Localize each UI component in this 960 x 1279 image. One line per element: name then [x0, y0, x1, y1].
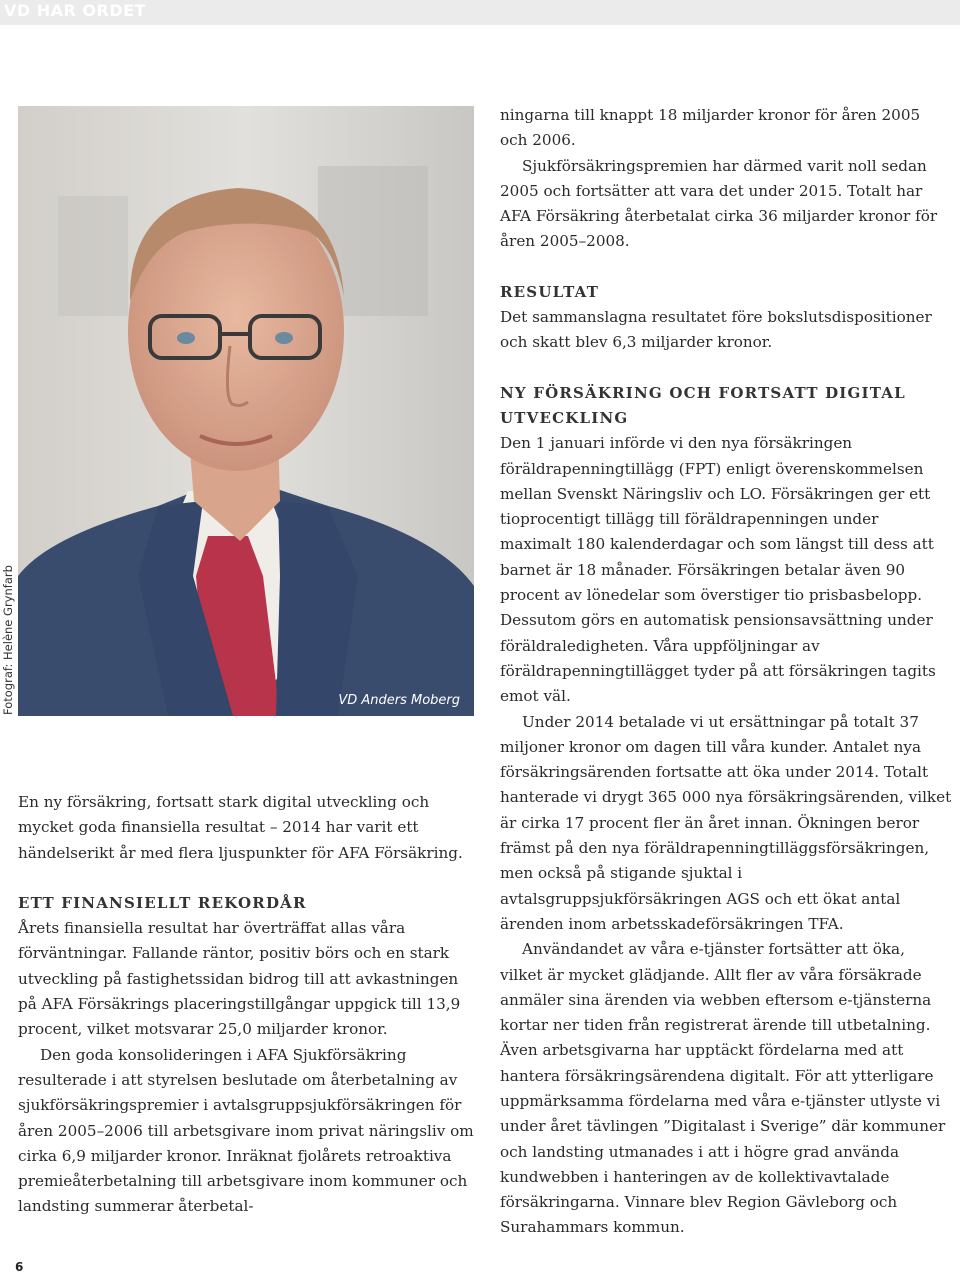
heading-financial-record: ETT FINANSIELLT REKORDÅR [18, 893, 307, 912]
portrait-photo [18, 106, 474, 716]
photo-credit [0, 565, 16, 716]
heading-result: RESULTAT [500, 282, 600, 301]
paragraph-result: Det sammanslagna resultatet före bokslutsdispositioner och skatt blev 6,3 miljarder kronor. [500, 308, 932, 352]
paragraph-new-insurance: Den 1 januari införde vi den nya försäkringen föräldrapenningtillägg (FPT) enligt överenskommelsen mellan Svenskt Näringsliv och LO. Försäkringen ger ett tioprocentigt tillägg till föräldrapenningen under maximalt 180 kalenderdagar och som längst till dess att barnet är 18 månader. Försäkringen betalar även 90 procent av lönedelar som överstiger tio prisbasbelopp. Dessutom görs en automatisk pensionsavsättning under föräldraledigheten. Våra uppföljningar av föräldrapenningtillägget tyder på att försäkringen tagits emot väl. [500, 434, 936, 706]
photo-credit-text: Fotograf: Helène Grynfarb [1, 565, 15, 715]
intro-paragraph: En ny försäkring, fortsatt stark digital utveckling och mycket goda finansiella resultat – 2014 har varit ett händelserikt år med flera ljuspunkter för AFA Försäkring. [18, 793, 463, 862]
paragraph-financial-results: Årets finansiella resultat har överträffat allas våra förväntningar. Fallande räntor, positiv börs och en stark utveckling på fastighetssidan bidrog till att avkastningen på AFA Försäkrings placeringstillgångar uppgick till 13,9 procent, vilket motsvarar 25,0 miljarder kronor. [18, 919, 461, 1039]
paragraph-consolidation: Den goda konsolideringen i AFA Sjukförsäkring resulterade i att styrelsen beslutade om återbetalning av sjukförsäkringspremier i avtalsgruppsjukförsäkringen för åren 2005–2006 till arbetsgivare inom privat näringsliv om cirka 6,9 miljarder kronor. Inräknat fjolårets retroaktiva premieåterbetalning till arbetsgivare inom kommuner och landsting summerar återbetal- [18, 1045, 474, 1216]
paragraph-continuation: ningarna till knappt 18 miljarder kronor för åren 2005 och 2006. [500, 106, 921, 150]
paragraph-e-services: Användandet av våra e-tjänster fortsätter att öka, vilket är mycket glädjande. Allt fler av våra försäkrade anmäler sina ärenden via webben eftersom e-tjänsterna kortar ner tiden från registrerat ärende till utbetalning. Även arbetsgivarna har upptäckt fördelarna med att hantera försäkringsärendena digitalt. För att ytterligare uppmärksamma fördelarna med våra e-tjänster utlyste vi under året tävlingen ”Digitalast i Sverige” där kommuner och landsting utmanades i att i högre grad använda kundwebben i hanteringen av de kollektivavtalade försäkringarna. Vinnare blev Region Gävleborg och Surahammars kommun. [500, 940, 946, 1237]
paragraph-premium: Sjukförsäkringspremien har därmed varit noll sedan 2005 och fortsätter att vara det under 2015. Totalt har AFA Försäkring återbetalat cirka 36 miljarder kronor för åren 2005–2008. [500, 156, 938, 251]
heading-new-insurance: NY FÖRSÄKRING OCH FORTSATT DIGITAL UTVECKLING [500, 383, 906, 427]
paragraph-payments: Under 2014 betalade vi ut ersättningar på totalt 37 miljoner kronor om dagen till våra kunder. Antalet nya försäkringsärenden fortsatte att öka under 2014. Totalt hanterade vi drygt 365 000 nya försäkringsärenden, vilket är cirka 17 procent fler än året innan. Ökningen beror främst på den nya föräldrapenningtilläggsförsäkringen, men också på stigande sjuktal i avtalsgruppsjukförsäkringen AGS och ett ökat antal ärenden inom arbetsskadeförsäkringen TFA. [500, 712, 952, 933]
section-header-bar [0, 0, 960, 25]
section-title: VD HAR ORDET [4, 1, 146, 20]
page-number: 6 [15, 1260, 24, 1274]
right-column [500, 103, 952, 1241]
photo-caption: VD Anders Moberg [338, 693, 460, 708]
portrait-illustration [18, 106, 474, 716]
left-column [18, 790, 476, 1220]
